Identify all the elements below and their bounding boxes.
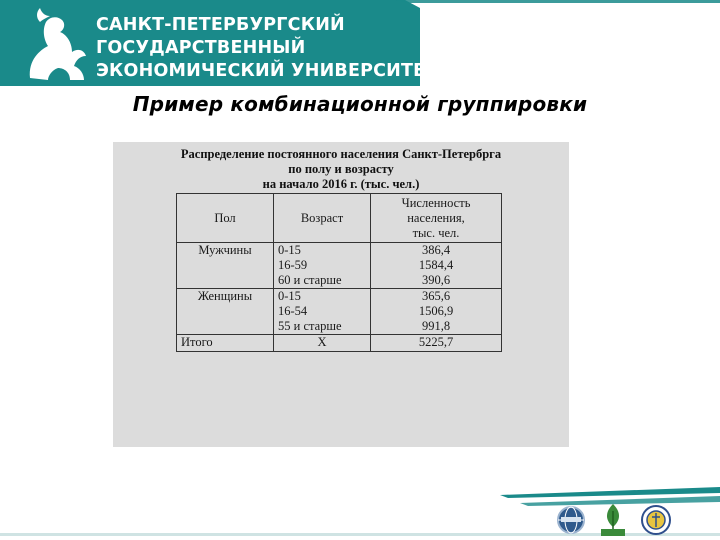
cell-total-value: 5225,7 <box>371 335 502 352</box>
population-value: 1506,9 <box>418 304 454 318</box>
table-caption-line-1: Распределение постоянного населения Санкт-Петербрга <box>180 147 502 161</box>
table-caption <box>113 147 569 192</box>
population-value: 390,6 <box>421 273 451 287</box>
age-value: 0-15 <box>278 289 301 303</box>
table-caption-line-3: на начало 2016 г. (тыс. чел.) <box>262 177 420 191</box>
population-value: 386,4 <box>421 243 451 257</box>
header-age: Возраст <box>274 194 371 243</box>
table-row <box>177 289 502 335</box>
university-name <box>96 14 437 83</box>
age-value: 16-54 <box>278 304 308 318</box>
header-sex: Пол <box>177 194 274 243</box>
unesco-leaf-logo-icon <box>598 501 628 539</box>
cell-total-age: Х <box>274 335 371 352</box>
population-value: 365,6 <box>421 289 451 303</box>
age-value: 55 и старше <box>278 319 342 333</box>
population-value: 1584,4 <box>418 258 454 272</box>
population-table <box>176 193 502 352</box>
age-value: 0-15 <box>278 243 301 257</box>
cell-sex-women: Женщины <box>177 289 274 335</box>
header-population-line-3: тыс. чел. <box>412 225 460 240</box>
slide-title: Пример комбинационной группировки <box>132 92 588 116</box>
age-value: 16-59 <box>278 258 308 272</box>
cell-ages-men <box>274 243 371 289</box>
cell-ages-women <box>274 289 371 335</box>
age-value: 60 и старше <box>278 273 342 287</box>
medal-logo-icon <box>640 504 672 536</box>
header-population-line-2: населения, <box>407 210 465 225</box>
globe-logo-icon <box>556 505 586 535</box>
header-population-line-1: Численность <box>401 195 471 210</box>
cell-values-women <box>371 289 502 335</box>
table-row <box>177 243 502 289</box>
header-population <box>371 194 502 243</box>
partner-logos <box>552 500 692 540</box>
header-banner <box>0 0 720 100</box>
table-header-row <box>177 194 502 243</box>
university-line-3: ЭКОНОМИЧЕСКИЙ УНИВЕРСИТЕТ <box>96 61 438 81</box>
cell-values-men <box>371 243 502 289</box>
table-caption-line-2: по полу и возрасту <box>288 162 394 176</box>
scanned-table-image <box>113 142 569 447</box>
cell-total-label: Итого <box>177 335 274 352</box>
university-line-2: ГОСУДАРСТВЕННЫЙ <box>96 38 306 58</box>
university-line-1: САНКТ-ПЕТЕРБУРГСКИЙ <box>96 15 345 35</box>
cell-sex-men: Мужчины <box>177 243 274 289</box>
population-value: 991,8 <box>421 319 451 333</box>
table-total-row <box>177 335 502 352</box>
